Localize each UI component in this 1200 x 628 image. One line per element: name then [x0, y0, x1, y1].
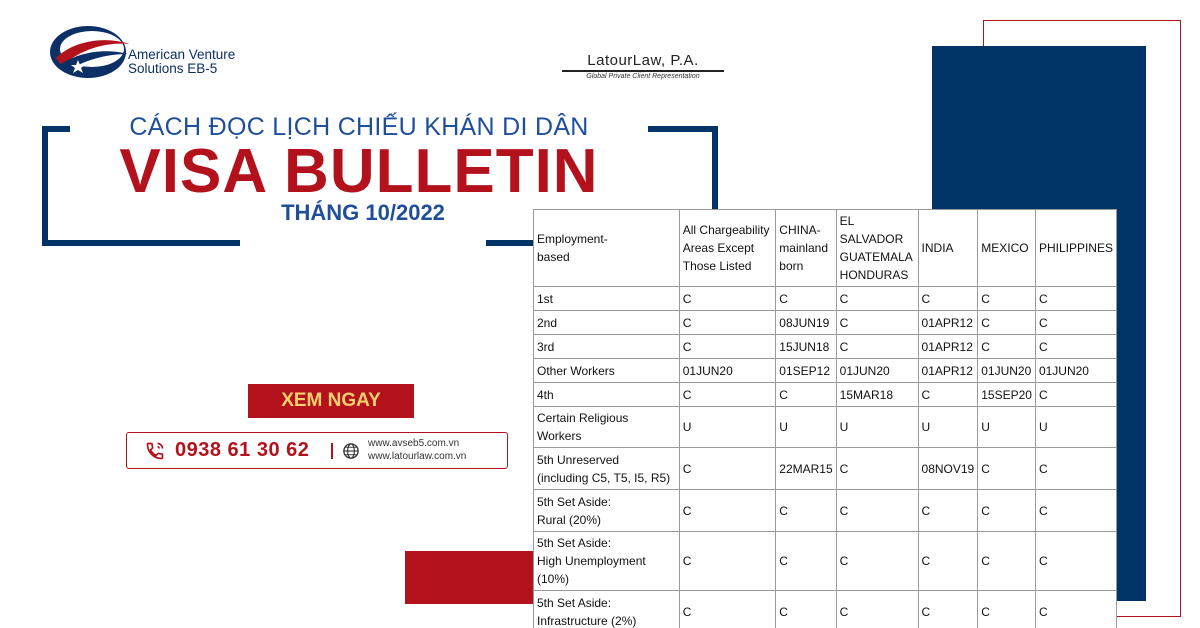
table-cell: 08NOV19	[918, 448, 978, 490]
table-header-row	[534, 210, 1117, 287]
table-cell: 4th	[534, 383, 680, 407]
globe-icon	[342, 442, 360, 460]
table-cell: C	[918, 383, 978, 407]
header-india: INDIA	[918, 210, 978, 287]
view-now-button[interactable]: XEM NGAY	[248, 384, 414, 418]
table-cell: C	[1035, 383, 1116, 407]
visa-bulletin-table	[533, 209, 1117, 628]
table-cell: C	[776, 591, 836, 628]
table-cell: 2nd	[534, 311, 680, 335]
table-cell: C	[776, 532, 836, 591]
table-cell: C	[776, 490, 836, 532]
latour-logo	[562, 52, 724, 80]
table-cell: C	[679, 383, 776, 407]
table-cell: C	[836, 532, 918, 591]
headline-title: VISA BULLETIN	[119, 137, 599, 206]
table-cell: U	[1035, 407, 1116, 448]
table-cell: C	[679, 490, 776, 532]
phone-number[interactable]: 0938 61 30 62	[175, 439, 310, 461]
table-cell: C	[978, 591, 1036, 628]
table-cell: C	[679, 287, 776, 311]
table-cell: 01JUN20	[1035, 359, 1116, 383]
avs-name-line1: American Venture	[128, 47, 236, 62]
table-cell: C	[679, 335, 776, 359]
table-cell: 3rd	[534, 335, 680, 359]
table-cell: 15MAR18	[836, 383, 918, 407]
table-cell: C	[836, 287, 918, 311]
table-cell: 08JUN19	[776, 311, 836, 335]
table-cell: C	[918, 490, 978, 532]
table-cell: C	[918, 532, 978, 591]
table-cell: C	[776, 287, 836, 311]
avs-swoosh-icon	[48, 22, 132, 82]
table-cell: 22MAR15	[776, 448, 836, 490]
table-cell: 15SEP20	[978, 383, 1036, 407]
table-cell: 5th Set Aside: High Unemployment (10%)	[534, 532, 680, 591]
table-cell: C	[836, 448, 918, 490]
table-cell: 01JUN20	[679, 359, 776, 383]
table-cell: C	[679, 448, 776, 490]
table-row	[534, 490, 1117, 532]
table-row	[534, 532, 1117, 591]
headline-subtitle: CÁCH ĐỌC LỊCH CHIẾU KHÁN DI DÂN	[129, 113, 589, 141]
table-cell: C	[918, 287, 978, 311]
table-cell: U	[679, 407, 776, 448]
latour-name: LatourLaw, P.A.	[587, 52, 699, 69]
table-cell: 01APR12	[918, 311, 978, 335]
title-frame-gap-bottom	[240, 236, 486, 256]
table-row	[534, 311, 1117, 335]
header-philippines: PHILIPPINES	[1035, 210, 1116, 287]
table-cell: C	[978, 311, 1036, 335]
phone-icon	[145, 441, 165, 461]
table-row	[534, 591, 1117, 628]
table-cell: U	[836, 407, 918, 448]
avs-name-line2: Solutions EB-5	[128, 61, 218, 76]
table-cell: C	[1035, 448, 1116, 490]
table-cell: 5th Unreserved (including C5, T5, I5, R5)	[534, 448, 680, 490]
table-cell: 01JUN20	[836, 359, 918, 383]
table-cell: U	[918, 407, 978, 448]
table-row	[534, 407, 1117, 448]
table-cell: C	[836, 335, 918, 359]
table-cell: C	[918, 591, 978, 628]
table-cell: Other Workers	[534, 359, 680, 383]
table-cell: C	[1035, 490, 1116, 532]
table-row	[534, 287, 1117, 311]
table-cell: C	[978, 448, 1036, 490]
header-all-chargeability: All Chargeability Areas Except Those Listed	[679, 210, 776, 287]
table-cell: U	[776, 407, 836, 448]
table-cell: C	[1035, 591, 1116, 628]
websites	[368, 437, 466, 463]
table-cell: C	[679, 591, 776, 628]
header-china: CHINA- mainland born	[776, 210, 836, 287]
latour-underline	[562, 70, 724, 72]
headline-month: THÁNG 10/2022	[281, 200, 445, 225]
avs-name	[128, 48, 235, 76]
table-cell: C	[1035, 532, 1116, 591]
table-cell: 15JUN18	[776, 335, 836, 359]
table-row	[534, 448, 1117, 490]
table-cell: 01SEP12	[776, 359, 836, 383]
latour-tagline: Global Private Client Representation	[586, 73, 700, 80]
table-cell: C	[978, 335, 1036, 359]
table-row	[534, 359, 1117, 383]
table-cell: Certain Religious Workers	[534, 407, 680, 448]
table-cell: 01JUN20	[978, 359, 1036, 383]
table-cell: C	[978, 490, 1036, 532]
header-mexico: MEXICO	[978, 210, 1036, 287]
table-cell: C	[1035, 287, 1116, 311]
table-cell: C	[679, 532, 776, 591]
table-row	[534, 383, 1117, 407]
table-cell: 1st	[534, 287, 680, 311]
avs-logo	[48, 22, 258, 84]
table-cell: C	[978, 532, 1036, 591]
table-cell: C	[1035, 335, 1116, 359]
table-cell: C	[679, 311, 776, 335]
table-cell: C	[776, 383, 836, 407]
header-employment-based: Employment- based	[534, 210, 680, 287]
contact-box	[126, 432, 508, 469]
table-cell: 01APR12	[918, 335, 978, 359]
website-avs-link[interactable]: www.avseb5.com.vn	[368, 438, 460, 449]
table-cell: 5th Set Aside: Infrastructure (2%)	[534, 591, 680, 628]
website-latour-link[interactable]: www.latourlaw.com.vn	[368, 451, 467, 462]
table-cell: 5th Set Aside: Rural (20%)	[534, 490, 680, 532]
table-cell: C	[978, 287, 1036, 311]
table-cell: C	[836, 591, 918, 628]
contact-divider	[331, 443, 333, 459]
table-row	[534, 335, 1117, 359]
table-cell: C	[836, 311, 918, 335]
table-cell: U	[978, 407, 1036, 448]
table-cell: C	[1035, 311, 1116, 335]
table-cell: C	[836, 490, 918, 532]
header-el-salvador: EL SALVADOR GUATEMALA HONDURAS	[836, 210, 918, 287]
table-cell: 01APR12	[918, 359, 978, 383]
